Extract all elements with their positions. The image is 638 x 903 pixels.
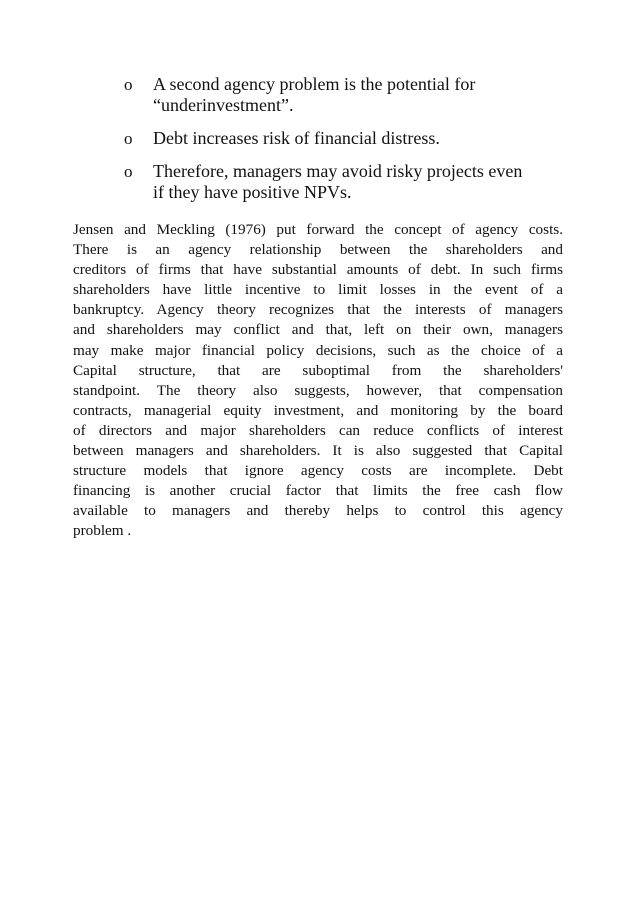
paragraph-line: creditors of firms that have substantial amounts of debt. In such firms [73,261,563,279]
bullet-marker-icon: o [124,162,133,181]
bullet-line: “underinvestment”. [153,95,294,115]
bullet-item [124,128,544,149]
paragraph-line: and shareholders may conflict and that, left on their own, managers [73,321,563,339]
bullet-line: Therefore, managers may avoid risky projects even [153,161,523,181]
paragraph-line: standpoint. The theory also suggests, however, that compensation [73,381,563,399]
paragraph-line: problem . [73,522,132,540]
paragraph-line: available to managers and thereby helps to control this agency [73,502,563,520]
paragraph-line: of directors and major shareholders can reduce conflicts of interest [73,421,563,439]
paragraph-line: Capital structure, that are suboptimal from the shareholders' [73,361,563,379]
bullet-marker-icon: o [124,75,133,94]
bullet-item [124,74,544,116]
paragraph-line: structure models that ignore agency costs are incomplete. Debt [73,462,563,480]
paragraph-line: shareholders have little incentive to limit losses in the event of a [73,281,563,299]
paragraph-line: between managers and shareholders. It is also suggested that Capital [73,442,563,460]
bullet-line: Debt increases risk of financial distress. [153,128,440,148]
paragraph-line: Jensen and Meckling (1976) put forward the concept of agency costs. [73,221,563,238]
bullet-item [124,161,544,203]
bullet-line: if they have positive NPVs. [153,182,352,202]
bullet-line: A second agency problem is the potential for [153,74,476,94]
paragraph-line: contracts, managerial equity investment, and monitoring by the board [73,401,563,419]
bullet-list [124,74,544,215]
paragraph-line: financing is another crucial factor that limits the free cash flow [73,482,563,500]
bullet-marker-icon: o [124,129,133,148]
body-paragraph [73,220,563,542]
paragraph-line: may make major financial policy decisions, such as the choice of a [73,341,563,359]
paragraph-line: There is an agency relationship between the shareholders and [73,241,563,259]
paragraph-line: bankruptcy. Agency theory recognizes that the interests of managers [73,301,563,319]
